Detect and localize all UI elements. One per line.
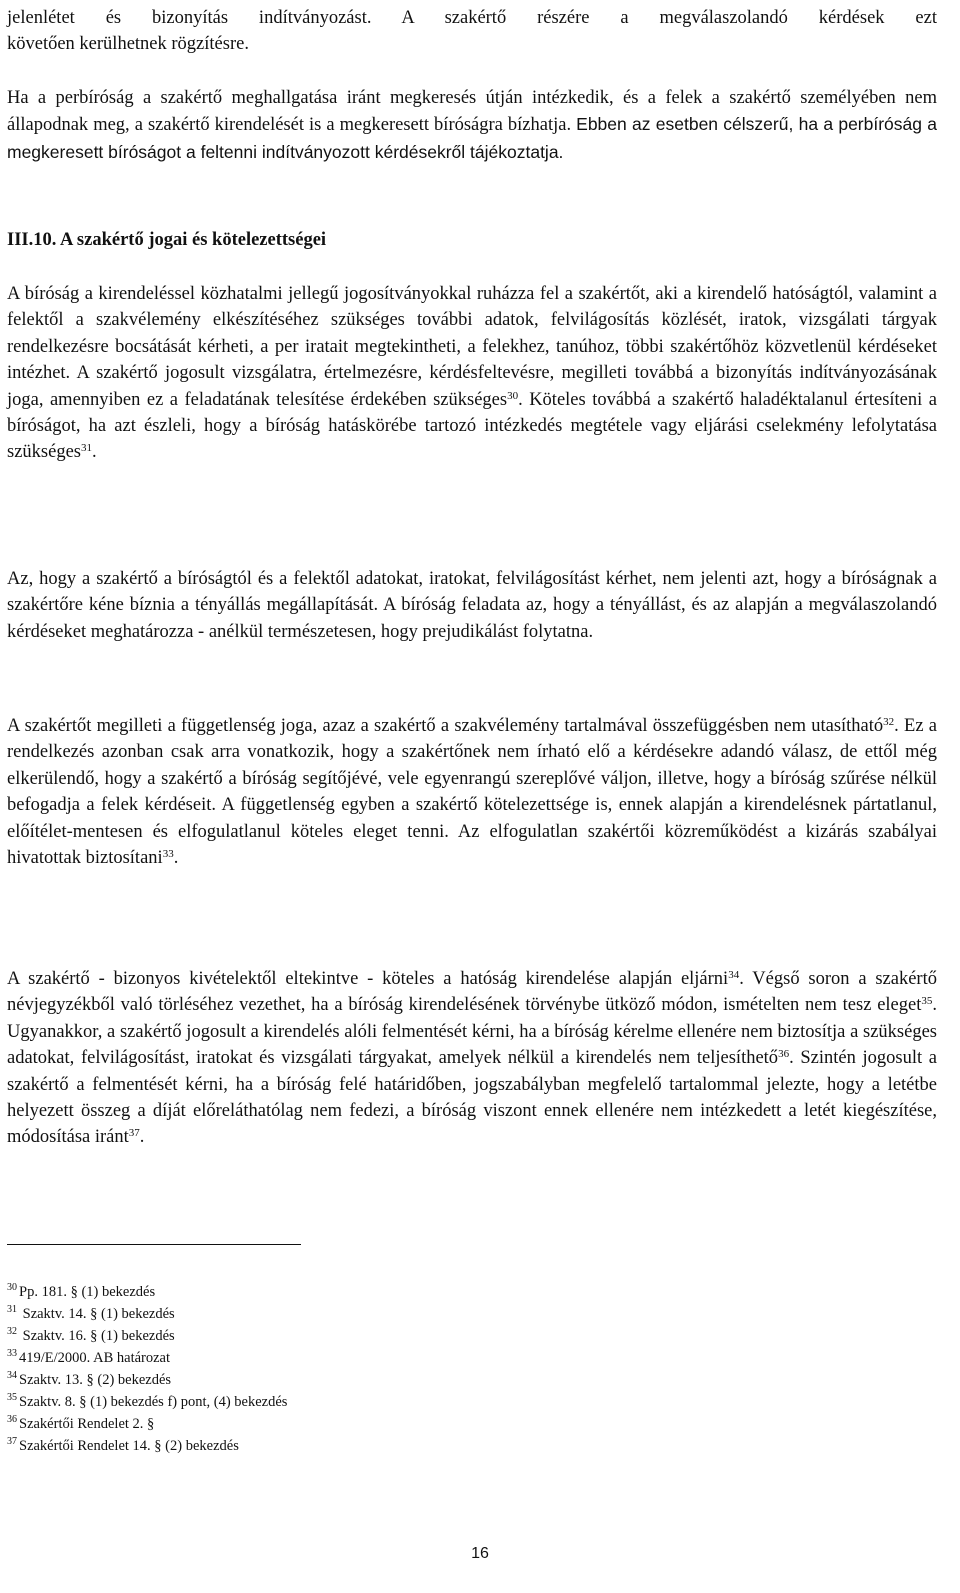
paragraph-continuation bbox=[7, 5, 937, 58]
footnote-ref[interactable]: 34 bbox=[728, 968, 740, 981]
footnote-number: 37 bbox=[7, 1436, 17, 1447]
footnote-number: 36 bbox=[7, 1414, 17, 1425]
paragraph-remote-hearing bbox=[7, 85, 937, 166]
paragraph-rights bbox=[7, 281, 937, 466]
paragraph-text: . bbox=[139, 1127, 145, 1148]
footnote-text: Szaktv. 14. § (1) bekezdés bbox=[19, 1306, 175, 1322]
footnote-item bbox=[7, 1413, 607, 1435]
paragraph-text: . Végső soron a szakértő névjegyzékből való törléséhez vezethet, ha a bíróság kirendelésének törvénybe ütköző módon, ismételten nem tesz eleget bbox=[7, 969, 937, 1016]
paragraph-text: Ha a perbíróság a szakértő meghallgatása iránt megkeresés útján intézkedik, és a felek a szakértő személyében nem állapodnak meg, a szakértő kirendelését is a megkeresett bíróságra bízhatja. bbox=[7, 88, 937, 136]
footnote-text: Szakértői Rendelet 2. § bbox=[19, 1416, 155, 1432]
paragraph-data-request: Az, hogy a szakértő a bíróságtól és a felektől adatokat, iratokat, felvilágosítást kérhet, nem jelenti azt, hogy a bíróságnak a szakértőre kéne bíznia a tényállás megállapítását. A bíróság feladata az, hogy a tényállást, és az alapján a megválaszolandó kérdéseket meghatározza - anélkül természetesen, hogy prejudikálást folytatna. bbox=[7, 569, 937, 642]
footnote-item bbox=[7, 1369, 607, 1391]
footnote-item bbox=[7, 1325, 607, 1347]
paragraph-text: . bbox=[91, 442, 97, 463]
footnote-item bbox=[7, 1391, 607, 1413]
footnote-text: Szakértői Rendelet 14. § (2) bekezdés bbox=[19, 1438, 239, 1454]
paragraph-text: A szakértő - bizonyos kivételektől eltekintve - köteles a hatóság kirendelése alapján eljárni bbox=[7, 969, 729, 989]
footnote-number: 34 bbox=[7, 1370, 17, 1381]
footnote-number: 32 bbox=[7, 1326, 17, 1337]
paragraph-line: követően kerülhetnek rögzítésre. bbox=[7, 34, 249, 55]
paragraph-obligation bbox=[7, 966, 937, 1151]
footnote-ref[interactable]: 35 bbox=[921, 995, 933, 1008]
footnote-item bbox=[7, 1347, 607, 1369]
footnote-text: Pp. 181. § (1) bekezdés bbox=[19, 1284, 156, 1300]
footnote-text: Szaktv. 8. § (1) bekezdés f) pont, (4) bekezdés bbox=[19, 1394, 288, 1410]
footnote-text: 419/E/2000. AB határozat bbox=[19, 1350, 171, 1366]
footnote-separator bbox=[7, 1244, 301, 1245]
footnote-number: 33 bbox=[7, 1348, 17, 1359]
paragraph-text: A bíróság a kirendeléssel közhatalmi jellegű jogosítványokkal ruházza fel a szakértőt, aki a kirendelő hatóságtól, valamint a felektől a szakvélemény elkészítéséhez szükséges további adatok, felvilágosítás közlését, iratok, vizsgálati tárgyak rendelkezésre bocsátását kérheti, a per iratait megtekintheti, a felekhez, tanúhoz, többi szakértőhöz közvetlenül kérdéseket intézhet. A szakértő jogosult vizsgálatra, értelmezésre, kérdésfeltevésre, megilleti továbbá a bizonyítás indítványozásának joga, amennyiben ez a feladatának telesítése érdekében szükséges bbox=[7, 284, 937, 410]
paragraph-text: . Ugyanakkor, a szakértő jogosult a kirendelés alóli felmentését kérni, ha a bíróság kérelme ellenére nem biztosítja a szükséges adatokat, felvilágosítást, iratokat és vizsgálati tárgyakat, amelyek nélkül a kirendelés nem teljesíthető bbox=[7, 995, 937, 1069]
footnote-number: 31 bbox=[7, 1304, 17, 1315]
paragraph-text: A szakértőt megilleti a függetlenség joga, azaz a szakértő a szakvélemény tartalmával összefüggésben nem utasítható bbox=[7, 716, 884, 736]
footnote-text: Szaktv. 16. § (1) bekezdés bbox=[19, 1328, 175, 1344]
page-number: 16 bbox=[471, 1545, 489, 1562]
section-heading: III.10. A szakértő jogai és kötelezettségei bbox=[7, 230, 327, 250]
paragraph-independence bbox=[7, 713, 937, 871]
paragraph-text: . bbox=[173, 848, 179, 869]
footnote-ref[interactable]: 36 bbox=[778, 1048, 790, 1061]
paragraph-text: . Ez a rendelkezés azonban csak arra vonatkozik, hogy a szakértőnek nem írható elő a kérdésekre adandó válasz, de ettől még elkerülendő, hogy a szakértő a bíróság segítőjévé, vele egyenrangú szereplővé váljon, illetve, hogy a bíróság szűrése nélkül befogadja a felek kérdéseit. A függetlenség egyben a szakértő kötelezettsége is, ennek alapján a kirendelésnek pártatlanul, előítélet-mentesen és elfogulatlanul köteles eleget tenni. Az elfogulatlan szakértői közreműködést a kizárás szabályai hivatottak biztosítani bbox=[7, 716, 937, 869]
footnote-item bbox=[7, 1435, 607, 1457]
footnote-ref[interactable]: 30 bbox=[507, 389, 519, 402]
footnote-text: Szaktv. 13. § (2) bekezdés bbox=[19, 1372, 172, 1388]
paragraph-text: . Köteles továbbá a szakértő haladéktalanul értesíteni a bíróságot, ha azt észleli, hogy a bíróság hatáskörébe tartozó intézkedés megtétele vagy eljárási cselekmény lefolytatása szükséges bbox=[7, 389, 937, 463]
footnote-number: 30 bbox=[7, 1282, 17, 1293]
footnote-number: 35 bbox=[7, 1392, 17, 1403]
paragraph-line: jelenlétet és bizonyítás indítványozást. A szakértő részére a megválaszolandó kérdések ezt bbox=[7, 8, 937, 28]
paragraph-text: . Szintén jogosult a szakértő a felmentését kérni, ha a bíróság felé határidőben, jogszabályban megfelelő tartalommal jelezte, hogy a letétbe helyezett összeg a díját előreláthatólag nem fedezi, a bíróság viszont ennek ellenére nem intézkedett a letét kiegészítése, módosítása iránt bbox=[7, 1048, 937, 1148]
footnote-item bbox=[7, 1281, 607, 1303]
footnote-ref[interactable]: 37 bbox=[128, 1127, 140, 1140]
footnote-ref[interactable]: 31 bbox=[80, 442, 92, 455]
footnote-ref[interactable]: 33 bbox=[162, 847, 174, 860]
footnote-item bbox=[7, 1303, 607, 1325]
footnote-ref[interactable]: 32 bbox=[883, 715, 895, 728]
paragraph-text-sans: Ebben az esetben célszerű, ha a perbíróság a megkeresett bíróságot a feltenni indítványozott kérdésekről tájékoztatja. bbox=[7, 114, 938, 162]
